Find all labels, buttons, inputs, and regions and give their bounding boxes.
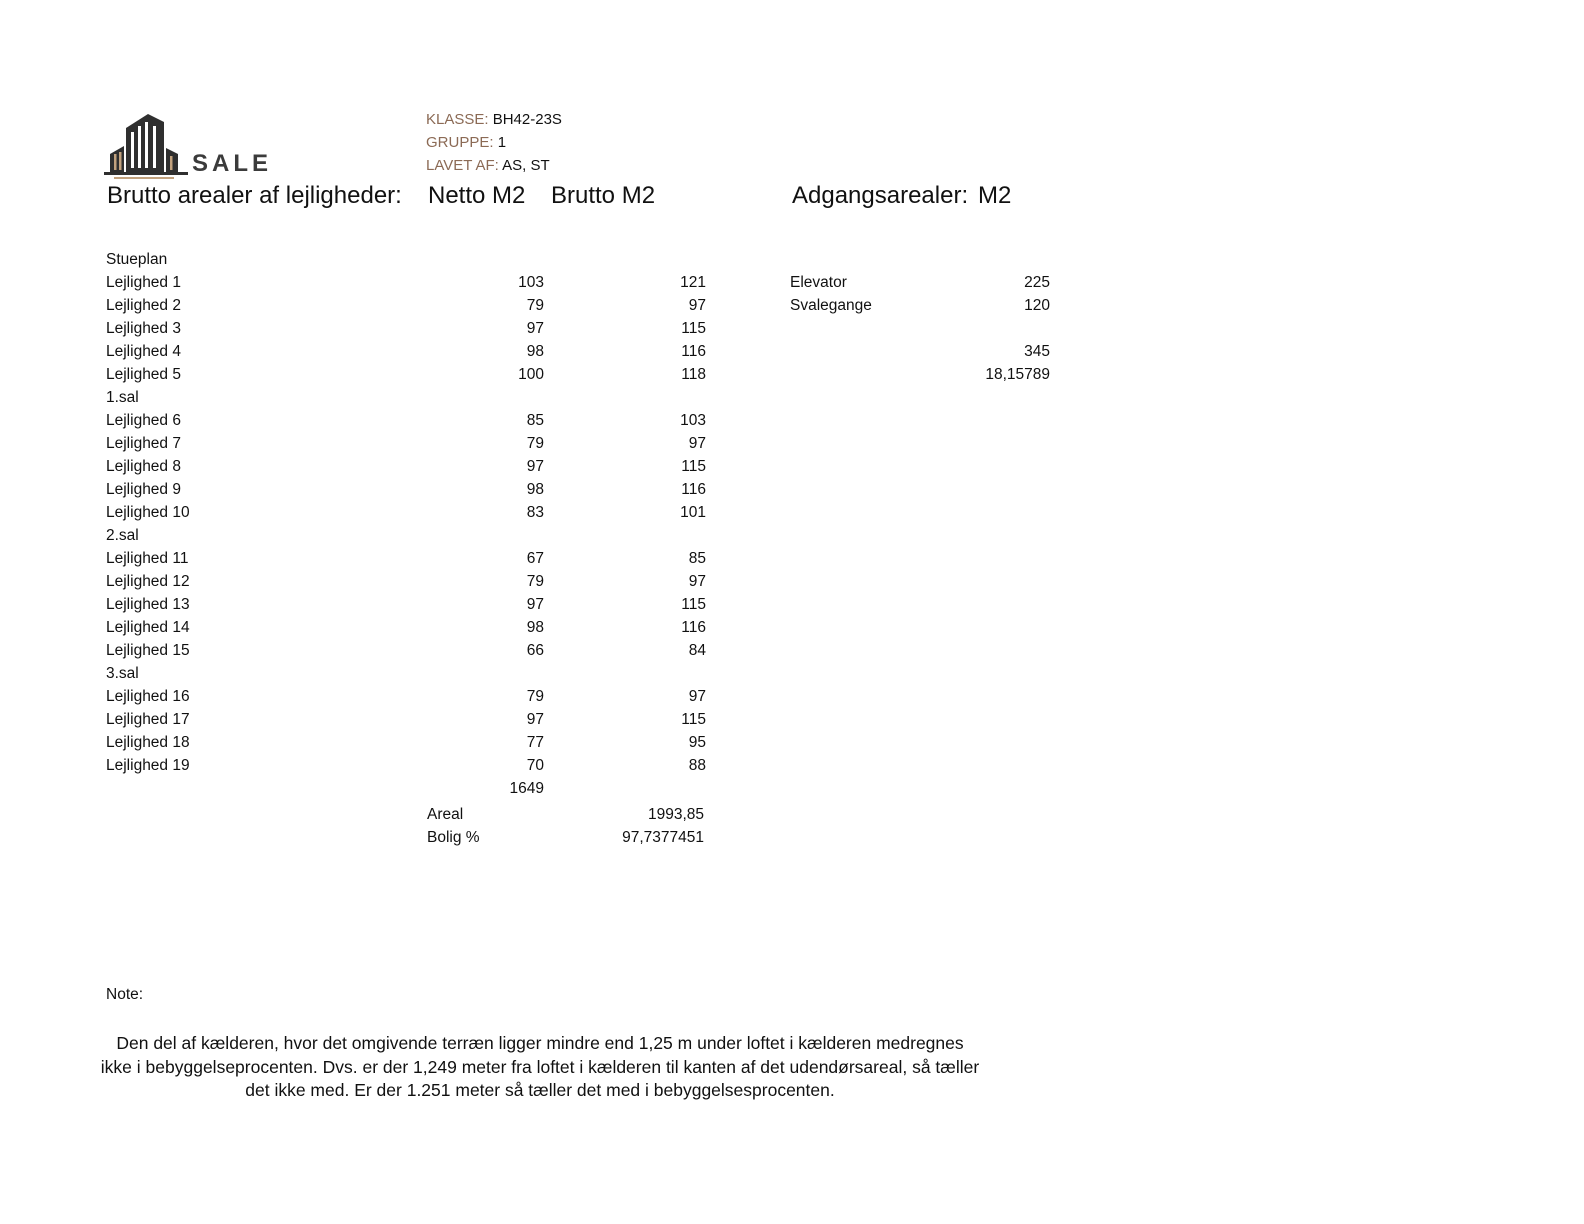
table-row [106,363,706,386]
cell-net: 97 [526,596,544,613]
cell-bru: 85 [688,550,706,567]
brutto-m2-header: Brutto M2 [551,182,656,209]
klasse-label: KLASSE: [426,111,489,128]
netto-m2-header: Netto M2 [428,182,526,209]
gruppe-label: GRUPPE: [426,134,494,151]
floor-label-row [106,662,706,685]
cell-net: 100 [518,366,544,383]
table-row [106,731,706,754]
table-row [106,777,706,800]
meta-gruppe [426,133,506,153]
bolig-label: Bolig % [427,829,480,846]
cell-bru: 101 [680,504,706,521]
cell-net: 85 [526,412,544,429]
elevator-value: 225 [1024,274,1050,291]
cell-net: 79 [526,435,544,452]
table-row [106,455,706,478]
table-row [106,340,706,363]
cell-net: 98 [526,481,544,498]
note-label: Note: [106,986,144,1003]
cell-name: Lejlighed 11 [106,550,189,567]
cell-bru: 116 [681,619,706,636]
table-row [106,616,706,639]
elevator-label: Elevator [790,274,847,291]
cell-net: 79 [526,688,544,705]
adgangsarealer-title: Adgangsarealer: [792,182,969,209]
cell-name: Lejlighed 10 [106,504,190,521]
cell-bru: 88 [688,757,706,774]
cell-bru: 115 [681,458,706,475]
cell-name: Lejlighed 5 [106,366,181,383]
cell-name: Lejlighed 8 [106,458,181,475]
brutto-arealer-title: Brutto arealer af lejligheder: [107,182,402,209]
table-row [106,317,706,340]
cell-name: Lejlighed 19 [106,757,190,774]
table-row [106,570,706,593]
cell-bru: 115 [681,320,706,337]
cell-name: Lejlighed 16 [106,688,190,705]
cell-bru: 115 [681,711,706,728]
cell-name: Lejlighed 2 [106,297,181,314]
cell-bru: 121 [680,274,706,291]
table-row [106,271,706,294]
lavet-af-value: AS, ST [502,157,550,174]
cell-name: 2.sal [106,527,139,544]
meta-lavet-af [426,156,550,176]
cell-net: 98 [526,343,544,360]
areal-label: Areal [427,806,464,823]
cell-bru: 116 [681,343,706,360]
cell-name: Lejlighed 17 [106,711,190,728]
cell-bru: 97 [688,435,706,452]
table-row [106,547,706,570]
cell-name: 1.sal [106,389,139,406]
cell-name: Lejlighed 12 [106,573,190,590]
cell-name: Lejlighed 9 [106,481,181,498]
cell-bru: 95 [688,734,706,751]
cell-net: 79 [526,297,544,314]
cell-net: 77 [526,734,544,751]
cell-net: 97 [526,320,544,337]
cell-bru: 97 [688,688,706,705]
klasse-value: BH42-23S [492,111,562,128]
adgang-ratio: 18,15789 [985,366,1050,383]
cell-name: Lejlighed 4 [106,343,181,360]
svalegange-label: Svalegange [790,297,872,314]
lavet-af-label: LAVET AF: [426,157,499,174]
cell-net: 66 [526,642,544,659]
cell-bru: 116 [681,481,706,498]
cell-name: Lejlighed 6 [106,412,181,429]
cell-net: 70 [526,757,544,774]
cell-net: 103 [518,274,544,291]
cell-net: 98 [526,619,544,636]
cell-net: 97 [526,711,544,728]
floor-label-row [106,386,706,409]
meta-klasse [426,110,562,130]
cell-name: Stueplan [106,251,168,268]
cell-bru: 115 [681,596,706,613]
table-row [106,593,706,616]
table-row [106,294,706,317]
cell-bru: 84 [688,642,706,659]
cell-name: 3.sal [106,665,139,682]
cell-net: 79 [526,573,544,590]
cell-bru: 97 [688,297,706,314]
svalegange-value: 120 [1024,297,1050,314]
adgang-total: 345 [1024,343,1050,360]
table-row [106,478,706,501]
cell-net: 1649 [509,780,544,797]
cell-name: Lejlighed 15 [106,642,190,659]
cell-net: 97 [526,458,544,475]
table-row [106,501,706,524]
table-row [106,708,706,731]
cell-bru: 118 [681,366,706,383]
adgang-m2-header: M2 [978,182,1012,209]
table-row [106,685,706,708]
table-row [106,639,706,662]
cell-name: Lejlighed 3 [106,320,181,337]
cell-bru: 103 [680,412,706,429]
cell-name: Lejlighed 14 [106,619,190,636]
logo-text: SALE [192,150,273,177]
note-text: Den del af kælderen, hvor det omgivende terræn ligger mindre end 1,25 m under loftet i kælderen medregnes ikke i bebyggelseprocenten. Dvs. er der 1,249 meter fra loftet i kælderen til kanten af det udendørsareal, så tæller det ikke med. Er der 1.251 meter så tæller det med i bebyggelsesprocenten. [100,1033,980,1100]
bolig-value: 97,7377451 [622,829,704,846]
cell-name: Lejlighed 1 [106,274,181,291]
cell-name: Lejlighed 18 [106,734,190,751]
table-row [106,409,706,432]
table-row [106,432,706,455]
floor-label-row [106,524,706,547]
cell-name: Lejlighed 13 [106,596,190,613]
cell-name: Lejlighed 7 [106,435,181,452]
floor-label-row [106,248,706,271]
areal-value: 1993,85 [647,806,704,823]
gruppe-value: 1 [497,134,507,151]
cell-net: 67 [526,550,544,567]
cell-net: 83 [526,504,544,521]
table-row [106,754,706,777]
cell-bru: 97 [688,573,706,590]
